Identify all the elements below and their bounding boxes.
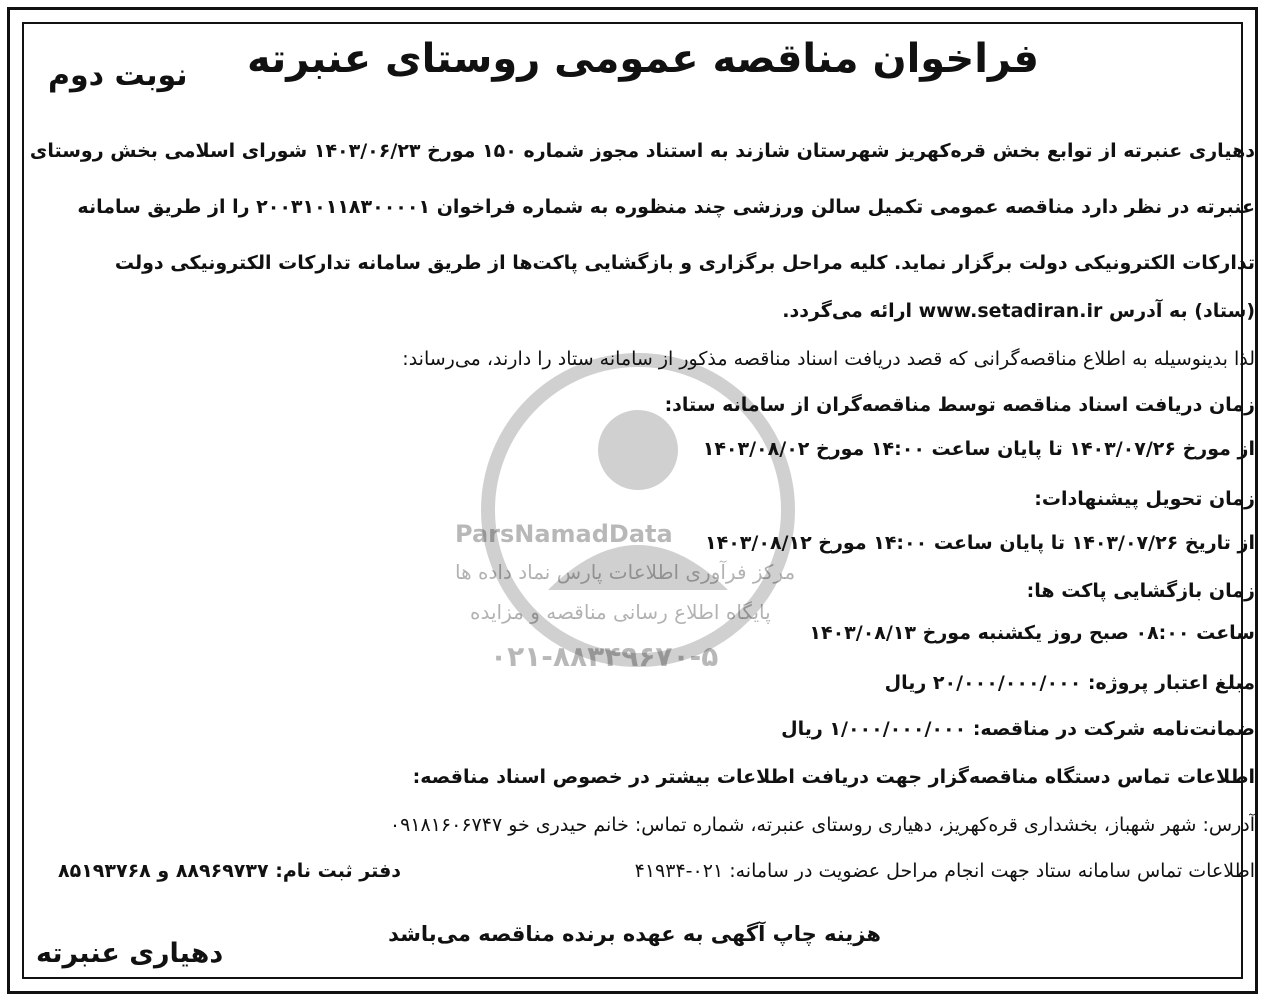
watermark-line1: مرکز فرآوری اطلاعات پارس نماد داده ها	[455, 560, 796, 584]
credit-amount: مبلغ اعتبار پروژه: ۲۰/۰۰۰/۰۰۰/۰۰۰ ریال	[884, 672, 1255, 694]
docs-value: از مورخ ۱۴۰۳/۰۷/۲۶ تا پایان ساعت ۱۴:۰۰ مورخ ۱۴۰۳/۰۸/۰۲	[702, 438, 1255, 460]
setad-url-link[interactable]: www.setadiran.ir	[918, 300, 1103, 322]
body-line-5: لذا بدینوسیله به اطلاع مناقصه‌گرانی که قصد دریافت اسناد مناقصه مذکور از سامانه ستاد را دارند، می‌رساند:	[402, 348, 1255, 370]
body-line-3: تدارکات الکترونیکی دولت برگزار نماید. کلیه مراحل برگزاری و بازگشایی پاکت‌ها از طریق سامانه تدارکات الکترونیکی دولت	[114, 252, 1255, 274]
body-line-4-prefix: (ستاد) به آدرس	[1109, 300, 1255, 322]
docs-heading: زمان دریافت اسناد مناقصه توسط مناقصه‌گران از سامانه ستاد:	[664, 394, 1255, 416]
setad-contact: اطلاعات تماس سامانه ستاد جهت انجام مراحل عضویت در سامانه: ۰۲۱-۴۱۹۳۴	[634, 860, 1255, 882]
signature: دهیاری عنبرته	[36, 938, 224, 969]
cost-note: هزینه چاپ آگهی به عهده برنده مناقصه می‌باشد	[388, 922, 881, 946]
contact-heading: اطلاعات تماس دستگاه مناقصه‌گزار جهت دریافت اطلاعات بیشتر در خصوص اسناد مناقصه:	[412, 766, 1255, 788]
contact-address: آدرس: شهر شهباز، بخشداری قره‌کهریز، دهیاری روستای عنبرته، شماره تماس: خانم حیدری خو ۰۹۱۸۱۶۰۶۷۴۷	[389, 814, 1255, 836]
body-line-4	[782, 300, 1255, 323]
body-line-2: عنبرته در نظر دارد مناقصه عمومی تکمیل سالن ورزشی چند منظوره به شماره فراخوان ۲۰۰۳۱۰۱۱۸۳۰۰۰۰۱ را از طریق سامانه	[77, 196, 1255, 218]
opening-value: ساعت ۰۸:۰۰ صبح روز یکشنبه مورخ ۱۴۰۳/۰۸/۱۳	[809, 622, 1255, 644]
watermark-phone: ۰۲۱-۸۸۳۴۹۶۷۰-۵	[490, 640, 719, 673]
watermark-line2: پایگاه اطلاع رسانی مناقصه و مزایده	[470, 600, 771, 624]
round-label: نوبت دوم	[48, 58, 188, 93]
registry-office: دفتر ثبت نام: ۸۸۹۶۹۷۳۷ و ۸۵۱۹۳۷۶۸	[58, 860, 402, 882]
body-line-1: دهیاری عنبرته از توابع بخش قره‌کهریز شهرستان شازند به استناد مجوز شماره ۱۵۰ مورخ ۱۴۰۳/۰۶/۲۳ شورای اسلامی بخش روستای	[29, 140, 1255, 162]
offers-heading: زمان تحویل پیشنهادات:	[1034, 488, 1255, 510]
watermark-brand: ParsNamadData	[455, 520, 673, 548]
body-line-4-suffix: ارائه می‌گردد.	[782, 300, 913, 322]
opening-heading: زمان بازگشایی پاکت ها:	[1026, 580, 1255, 602]
guarantee-amount: ضمانت‌نامه شرکت در مناقصه: ۱/۰۰۰/۰۰۰/۰۰۰ ریال	[781, 718, 1255, 740]
notice-title: فراخوان مناقصه عمومی روستای عنبرته	[246, 36, 1039, 82]
offers-value: از تاریخ ۱۴۰۳/۰۷/۲۶ تا پایان ساعت ۱۴:۰۰ مورخ ۱۴۰۳/۰۸/۱۲	[705, 532, 1255, 554]
